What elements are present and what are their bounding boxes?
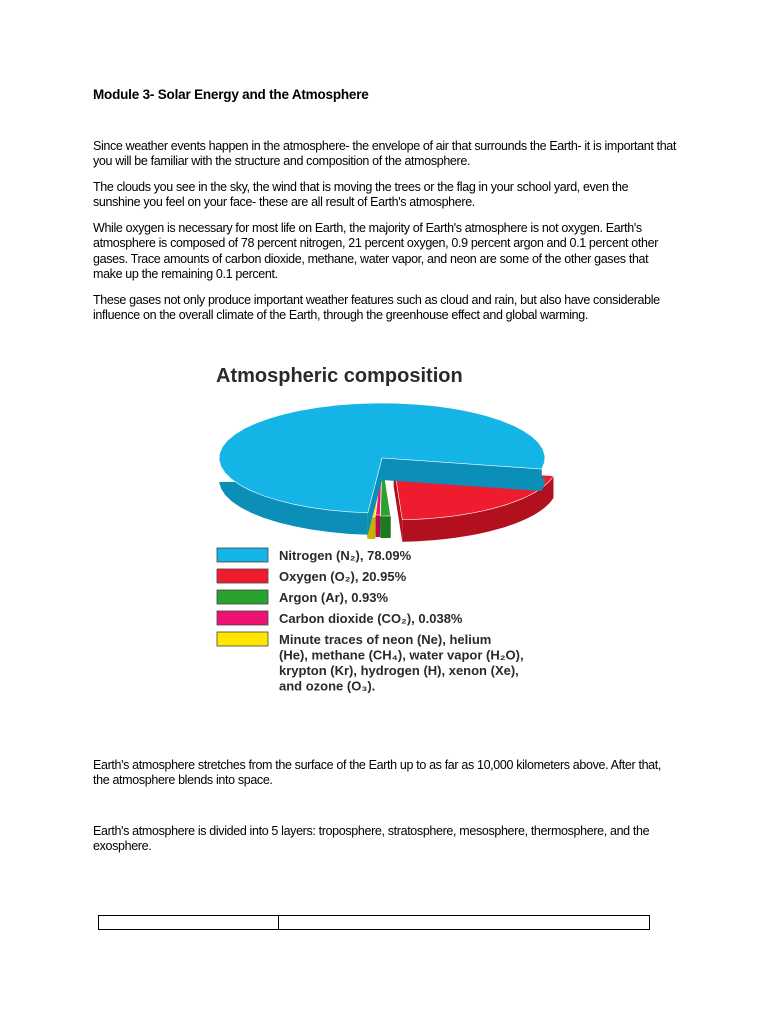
oxygen-paragraph: While oxygen is necessary for most life on Earth, the majority of Earth's atmosphere is not oxygen. Earth's atmosphere is composed of 78 percent nitrogen, 21 percent oxygen, 0.9 percent argon and 0.1 percent other gases. Trace amounts of carbon dioxide, methane, water vapor, and neon are some of the other gases that make up the remaining 0.1 percent.	[93, 221, 659, 282]
legend-label: (He), methane (CH₄), water vapor (H₂O),	[279, 647, 524, 663]
legend-item-minute-traces	[217, 632, 524, 694]
legend-label: Nitrogen (N₂), 78.09%	[279, 548, 412, 563]
chart-title: Atmospheric composition	[216, 365, 463, 387]
extent-paragraph: Earth's atmosphere stretches from the surface of the Earth up to as far as 10,000 kilometers above. After that, the atmosphere blends into space.	[93, 758, 662, 788]
legend-label: and ozone (O₃).	[279, 678, 376, 694]
legend-label: Oxygen (O₂), 20.95%	[279, 569, 407, 584]
legend-item-carbon-dioxide	[217, 611, 463, 626]
legend-item-nitrogen	[217, 548, 412, 563]
legend-label: Argon (Ar), 0.93%	[279, 590, 389, 605]
intro-paragraph: Since weather events happen in the atmosphere- the envelope of air that surrounds the Earth- it is important that you will be familiar with the structure and composition of the atmosphere.	[93, 139, 677, 169]
legend-group	[217, 548, 524, 694]
table-cell	[279, 916, 649, 929]
legend-label: krypton (Kr), hydrogen (H), xenon (Xe),	[279, 663, 519, 678]
atmospheric-composition-chart	[200, 355, 620, 705]
legend-item-argon	[217, 590, 389, 605]
layers-paragraph: Earth's atmosphere is divided into 5 layers: troposphere, stratosphere, mesosphere, thermosphere, and the exosphere.	[93, 824, 650, 854]
table-cell	[99, 916, 279, 929]
legend-swatch	[217, 548, 268, 562]
pie-group	[219, 403, 553, 542]
legend-swatch	[217, 569, 268, 583]
legend-item-oxygen	[217, 569, 407, 584]
legend-swatch	[217, 632, 268, 646]
layer-table	[98, 915, 650, 930]
legend-swatch	[217, 611, 268, 625]
legend-swatch	[217, 590, 268, 604]
legend-label: Minute traces of neon (Ne), helium	[279, 632, 492, 647]
chart-svg	[200, 355, 620, 705]
page-title: Module 3- Solar Energy and the Atmosphere	[93, 87, 369, 102]
legend-label: Carbon dioxide (CO₂), 0.038%	[279, 611, 463, 626]
clouds-paragraph: The clouds you see in the sky, the wind that is moving the trees or the flag in your school yard, even the sunshine you feel on your face- these are all result of Earth's atmosphere.	[93, 180, 629, 210]
greenhouse-paragraph: These gases not only produce important weather features such as cloud and rain, but also have considerable influence on the overall climate of the Earth, through the greenhouse effect and global warming.	[93, 293, 660, 323]
